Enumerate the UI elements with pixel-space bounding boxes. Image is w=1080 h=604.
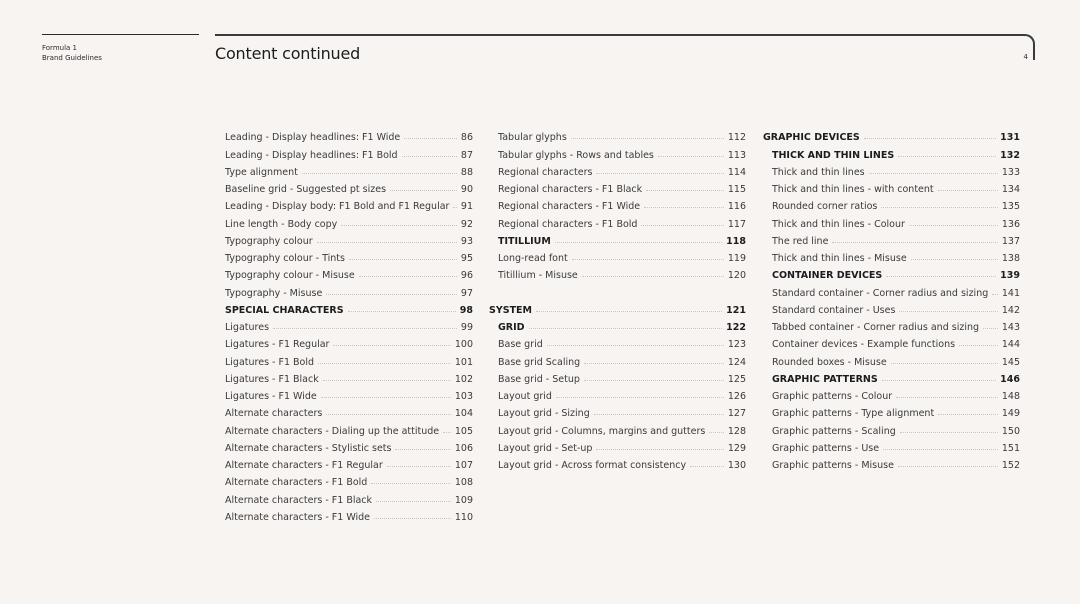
toc-entry-page: 103: [454, 391, 473, 402]
toc-entry[interactable]: [498, 195, 746, 212]
toc-entry-page: 131: [1000, 132, 1020, 144]
toc-entry-title: Regional characters - F1 Bold: [498, 218, 638, 230]
toc-entry[interactable]: [763, 333, 1020, 350]
page-number: 4: [1023, 53, 1028, 61]
toc-entry-title: Standard container - Uses: [772, 304, 896, 316]
toc-entry[interactable]: [225, 368, 473, 385]
toc-entry[interactable]: [498, 402, 746, 419]
toc-leader-dots: [371, 483, 451, 484]
toc-entry-page: 136: [1001, 218, 1020, 230]
toc-entry-page: 134: [1001, 184, 1020, 195]
toc-entry-page: 86: [460, 132, 473, 144]
toc-leader-dots: [938, 190, 998, 191]
toc-entry-title: GRAPHIC DEVICES: [763, 132, 860, 144]
toc-entry-page: 106: [454, 442, 473, 454]
toc-entry-title: Alternate characters - F1 Wide: [225, 511, 371, 523]
toc-entry-title: Container devices - Example functions: [772, 339, 956, 351]
toc-leader-dots: [658, 156, 724, 157]
toc-leader-dots: [898, 466, 998, 467]
toc-entry-page: 108: [454, 477, 473, 489]
toc-entry-page: 107: [454, 460, 473, 471]
toc-entry-page: 110: [454, 511, 473, 523]
toc-leader-dots: [886, 276, 996, 277]
toc-entry-page: 145: [1001, 356, 1020, 368]
toc-entry-page: 104: [454, 408, 473, 420]
toc-entry-title: Graphic patterns - Type alignment: [772, 408, 935, 420]
toc-entry-page: 120: [727, 270, 746, 282]
toc-entry-title: Rounded corner ratios: [772, 201, 878, 213]
toc-entry-title: The red line: [772, 235, 829, 247]
toc-leader-dots: [536, 311, 722, 312]
toc-leader-dots: [302, 173, 457, 174]
toc-entry-page: 90: [460, 184, 473, 195]
toc-entry[interactable]: [763, 454, 1020, 471]
toc-entry-title: Layout grid - Set-up: [498, 442, 593, 454]
toc-leader-dots: [690, 466, 724, 467]
toc-entry[interactable]: [498, 437, 746, 454]
toc-leader-dots: [349, 259, 457, 260]
toc-entry-page: 87: [460, 149, 473, 161]
toc-entry[interactable]: [763, 437, 1020, 454]
toc-entry-page: 127: [727, 408, 746, 420]
toc-leader-dots: [341, 225, 457, 226]
toc-entry-title: Standard container - Corner radius and sizing: [772, 287, 989, 299]
toc-entry[interactable]: [225, 385, 473, 402]
toc-entry-page: 124: [727, 356, 746, 368]
toc-leader-dots: [529, 328, 723, 329]
toc-entry-page: 88: [460, 166, 473, 178]
toc-entry[interactable]: [225, 506, 473, 523]
toc-entry-page: 117: [727, 218, 746, 230]
toc-leader-dots: [547, 345, 724, 346]
toc-leader-dots: [571, 138, 724, 139]
toc-entry[interactable]: [763, 299, 1020, 316]
toc-entry-title: Ligatures - F1 Black: [225, 373, 319, 385]
toc-entry[interactable]: [498, 454, 746, 471]
toc-entry-title: Alternate characters - F1 Bold: [225, 477, 368, 489]
toc-leader-dots: [584, 363, 724, 364]
toc-leader-dots: [911, 259, 998, 260]
toc-entry-title: Leading - Display headlines: F1 Wide: [225, 132, 401, 144]
toc-leader-dots: [883, 449, 998, 450]
toc-leader-dots: [909, 225, 998, 226]
toc-entry-title: Ligatures - F1 Bold: [225, 356, 315, 368]
toc-entry[interactable]: [225, 471, 473, 488]
toc-entry-title: Base grid - Setup: [498, 373, 580, 385]
toc-entry-page: 101: [454, 356, 473, 368]
toc-entry[interactable]: [225, 212, 473, 229]
toc-entry[interactable]: [763, 264, 1020, 281]
toc-entry[interactable]: [498, 333, 746, 350]
toc-leader-dots: [896, 397, 998, 398]
toc-leader-dots: [376, 501, 451, 502]
toc-entry-title: Base grid: [498, 339, 543, 351]
toc-entry-title: Regional characters: [498, 166, 593, 178]
toc-leader-dots: [572, 259, 724, 260]
toc-entry-title: Leading - Display headlines: F1 Bold: [225, 149, 398, 161]
toc-entry-title: Alternate characters: [225, 408, 323, 420]
toc-entry-page: 144: [1001, 339, 1020, 351]
toc-column-1: [225, 126, 473, 523]
toc-entry[interactable]: [225, 333, 473, 350]
toc-entry-title: Layout grid - Sizing: [498, 408, 590, 420]
toc-leader-dots: [326, 414, 451, 415]
toc-leader-dots: [983, 328, 998, 329]
toc-entry[interactable]: [763, 419, 1020, 436]
toc-entry-title: Long-read font: [498, 253, 568, 264]
toc-entry-title: Thick and thin lines - Colour: [772, 218, 905, 230]
toc-entry[interactable]: [498, 230, 746, 247]
toc-entry-page: 97: [460, 287, 473, 299]
toc-leader-dots: [387, 466, 451, 467]
toc-leader-dots: [891, 363, 998, 364]
toc-column-3: [763, 126, 1020, 471]
toc-entry[interactable]: [498, 316, 746, 333]
toc-entry-title: Graphic patterns - Colour: [772, 391, 893, 402]
toc-entry-page: 137: [1001, 235, 1020, 247]
toc-leader-dots: [374, 518, 451, 519]
toc-entry[interactable]: [225, 143, 473, 160]
toc-entry-title: SPECIAL CHARACTERS: [225, 304, 344, 316]
toc-entry-page: 151: [1001, 442, 1020, 454]
toc-entry[interactable]: [763, 143, 1020, 160]
toc-entry-title: GRID: [498, 322, 525, 333]
toc-leader-dots: [938, 414, 998, 415]
toc-leader-dots: [404, 138, 457, 139]
toc-entry[interactable]: [763, 178, 1020, 195]
toc-entry-page: 135: [1001, 201, 1020, 213]
toc-entry[interactable]: [225, 178, 473, 195]
toc-leader-dots: [898, 156, 996, 157]
toc-leader-dots: [317, 242, 457, 243]
toc-entry[interactable]: [225, 316, 473, 333]
toc-entry-title: Thick and thin lines - with content: [772, 184, 934, 195]
toc-entry-page: 95: [460, 253, 473, 264]
toc-entry-page: 152: [1001, 460, 1020, 471]
toc-entry-page: 148: [1001, 391, 1020, 402]
toc-entry-page: 92: [460, 218, 473, 230]
toc-leader-dots: [584, 380, 724, 381]
toc-leader-dots: [644, 207, 724, 208]
toc-entry-page: 102: [454, 373, 473, 385]
toc-entry-page: 129: [727, 442, 746, 454]
toc-entry[interactable]: [225, 402, 473, 419]
toc-entry-page: 142: [1001, 304, 1020, 316]
toc-entry[interactable]: [498, 350, 746, 367]
toc-entry[interactable]: [763, 316, 1020, 333]
toc-entry[interactable]: [489, 299, 746, 316]
toc-entry-page: 139: [1000, 270, 1020, 282]
toc-leader-dots: [273, 328, 457, 329]
toc-entry-title: GRAPHIC PATTERNS: [772, 373, 878, 385]
toc-entry-title: Typography colour - Tints: [225, 253, 345, 264]
toc-leader-dots: [709, 432, 724, 433]
toc-entry[interactable]: [763, 195, 1020, 212]
toc-spacer: [498, 281, 746, 298]
toc-entry-title: Ligatures - F1 Regular: [225, 339, 330, 351]
toc-entry-page: 114: [727, 166, 746, 178]
toc-leader-dots: [402, 156, 457, 157]
toc-entry[interactable]: [225, 126, 473, 143]
toc-leader-dots: [869, 173, 998, 174]
toc-entry-title: Ligatures: [225, 322, 270, 333]
toc-entry-title: Typography colour - Misuse: [225, 270, 355, 282]
toc-entry[interactable]: [225, 454, 473, 471]
toc-entry-title: TITILLIUM: [498, 235, 551, 247]
toc-leader-dots: [646, 190, 724, 191]
toc-leader-dots: [359, 276, 457, 277]
toc-entry-page: 100: [454, 339, 473, 351]
toc-entry-title: Tabular glyphs: [498, 132, 567, 144]
toc-entry-title: Regional characters - F1 Wide: [498, 201, 641, 213]
sidebar-rule: [42, 34, 199, 35]
toc-entry[interactable]: [763, 212, 1020, 229]
toc-entry[interactable]: [225, 281, 473, 298]
toc-leader-dots: [899, 311, 997, 312]
toc-entry-page: 91: [460, 201, 473, 213]
toc-leader-dots: [326, 294, 457, 295]
toc-leader-dots: [832, 242, 997, 243]
toc-entry-title: Baseline grid - Suggested pt sizes: [225, 184, 387, 195]
toc-entry-page: 96: [460, 270, 473, 282]
toc-entry-title: Alternate characters - F1 Regular: [225, 460, 383, 471]
toc-leader-dots: [596, 449, 723, 450]
brand-name: Formula 1: [42, 44, 77, 52]
toc-entry-page: 128: [727, 425, 746, 437]
toc-entry[interactable]: [498, 178, 746, 195]
toc-entry-page: 133: [1001, 166, 1020, 178]
brand-subtitle: Brand Guidelines: [42, 53, 102, 62]
toc-leader-dots: [348, 311, 456, 312]
toc-entry[interactable]: [498, 264, 746, 281]
toc-entry-page: 141: [1001, 287, 1020, 299]
toc-entry-page: 105: [454, 425, 473, 437]
toc-entry-title: Type alignment: [225, 166, 298, 178]
toc-entry-title: THICK AND THIN LINES: [772, 149, 895, 161]
toc-entry-title: Graphic patterns - Misuse: [772, 460, 894, 471]
toc-entry-title: Typography colour: [225, 235, 313, 247]
toc-entry[interactable]: [225, 161, 473, 178]
toc-entry-page: 150: [1001, 425, 1020, 437]
toc-entry-page: 113: [727, 149, 746, 161]
toc-entry[interactable]: [225, 299, 473, 316]
toc-entry[interactable]: [225, 437, 473, 454]
page-title: Content continued: [215, 44, 361, 63]
toc-entry-title: Regional characters - F1 Black: [498, 184, 643, 195]
toc-leader-dots: [882, 380, 996, 381]
toc-entry-title: Graphic patterns - Scaling: [772, 425, 896, 437]
toc-leader-dots: [881, 207, 997, 208]
toc-entry-title: Alternate characters - F1 Black: [225, 494, 373, 506]
toc-entry-page: 143: [1001, 322, 1020, 333]
toc-leader-dots: [321, 397, 451, 398]
toc-entry[interactable]: [225, 488, 473, 505]
toc-leader-dots: [582, 276, 724, 277]
toc-leader-dots: [395, 449, 450, 450]
toc-entry-title: Base grid Scaling: [498, 356, 581, 368]
toc-entry-title: Graphic patterns - Use: [772, 442, 880, 454]
toc-entry-page: 116: [727, 201, 746, 213]
toc-entry-page: 99: [460, 322, 473, 333]
toc-entry-title: CONTAINER DEVICES: [772, 270, 883, 282]
toc-entry-page: 98: [459, 304, 473, 316]
toc-entry-page: 112: [727, 132, 746, 144]
toc-leader-dots: [318, 363, 451, 364]
toc-entry-title: Thick and thin lines - Misuse: [772, 253, 907, 264]
toc-entry-title: Layout grid: [498, 391, 552, 402]
toc-entry[interactable]: [225, 230, 473, 247]
toc-entry-title: Typography - Misuse: [225, 287, 323, 299]
toc-entry[interactable]: [225, 195, 473, 212]
toc-entry[interactable]: [225, 419, 473, 436]
brand-label: [42, 44, 102, 63]
toc-leader-dots: [555, 242, 722, 243]
toc-entry-page: 109: [454, 494, 473, 506]
toc-entry[interactable]: [763, 368, 1020, 385]
toc-entry-title: Titillium - Misuse: [498, 270, 578, 282]
toc-entry[interactable]: [763, 161, 1020, 178]
toc-entry[interactable]: [498, 143, 746, 160]
toc-entry[interactable]: [763, 126, 1020, 143]
toc-entry-page: 121: [726, 304, 746, 316]
toc-entry-title: Alternate characters - Stylistic sets: [225, 442, 392, 454]
toc-entry[interactable]: [763, 281, 1020, 298]
toc-leader-dots: [992, 294, 998, 295]
toc-entry-title: Alternate characters - Dialing up the attitude: [225, 425, 440, 437]
toc-leader-dots: [596, 173, 723, 174]
toc-entry-page: 93: [460, 235, 473, 247]
toc-leader-dots: [556, 397, 724, 398]
toc-entry[interactable]: [498, 126, 746, 143]
toc-entry-title: Thick and thin lines: [772, 166, 865, 178]
toc-entry-title: SYSTEM: [489, 304, 532, 316]
toc-column-2: [489, 126, 746, 471]
toc-entry-page: 125: [727, 373, 746, 385]
toc-entry[interactable]: [225, 247, 473, 264]
toc-entry-title: Ligatures - F1 Wide: [225, 391, 317, 402]
toc-leader-dots: [864, 138, 996, 139]
toc-entry[interactable]: [498, 247, 746, 264]
toc-entry-title: Leading - Display body: F1 Bold and F1 Regular: [225, 201, 450, 213]
toc-leader-dots: [323, 380, 451, 381]
toc-entry-page: 123: [727, 339, 746, 351]
toc-entry[interactable]: [763, 247, 1020, 264]
toc-leader-dots: [390, 190, 457, 191]
toc-entry-page: 119: [727, 253, 746, 264]
toc-entry-title: Tabbed container - Corner radius and sizing: [772, 322, 980, 333]
toc-entry-page: 146: [1000, 373, 1020, 385]
toc-leader-dots: [959, 345, 998, 346]
toc-entry-page: 132: [1000, 149, 1020, 161]
toc-leader-dots: [641, 225, 723, 226]
toc-entry-title: Layout grid - Columns, margins and gutters: [498, 425, 706, 437]
toc-entry-title: Rounded boxes - Misuse: [772, 356, 887, 368]
toc-entry-page: 149: [1001, 408, 1020, 420]
toc-leader-dots: [594, 414, 724, 415]
toc-entry[interactable]: [225, 264, 473, 281]
toc-entry[interactable]: [225, 350, 473, 367]
toc-entry-page: 138: [1001, 253, 1020, 264]
toc-entry-page: 126: [727, 391, 746, 402]
toc-leader-dots: [900, 432, 998, 433]
toc-leader-dots: [443, 432, 451, 433]
toc-entry[interactable]: [498, 161, 746, 178]
toc-entry[interactable]: [498, 419, 746, 436]
toc-entry-title: Tabular glyphs - Rows and tables: [498, 149, 654, 161]
toc-entry-page: 115: [727, 184, 746, 195]
toc-entry[interactable]: [763, 230, 1020, 247]
toc-entry[interactable]: [763, 402, 1020, 419]
toc-entry[interactable]: [498, 368, 746, 385]
toc-entry-title: Line length - Body copy: [225, 218, 338, 230]
toc-entry[interactable]: [763, 385, 1020, 402]
toc-leader-dots: [333, 345, 450, 346]
toc-leader-dots: [453, 207, 456, 208]
toc-entry-page: 130: [727, 460, 746, 471]
toc-entry[interactable]: [498, 212, 746, 229]
toc-entry-page: 118: [726, 235, 746, 247]
toc-entry[interactable]: [763, 350, 1020, 367]
toc-entry[interactable]: [498, 385, 746, 402]
toc-entry-title: Layout grid - Across format consistency: [498, 460, 687, 471]
toc-entry-page: 122: [726, 322, 746, 333]
